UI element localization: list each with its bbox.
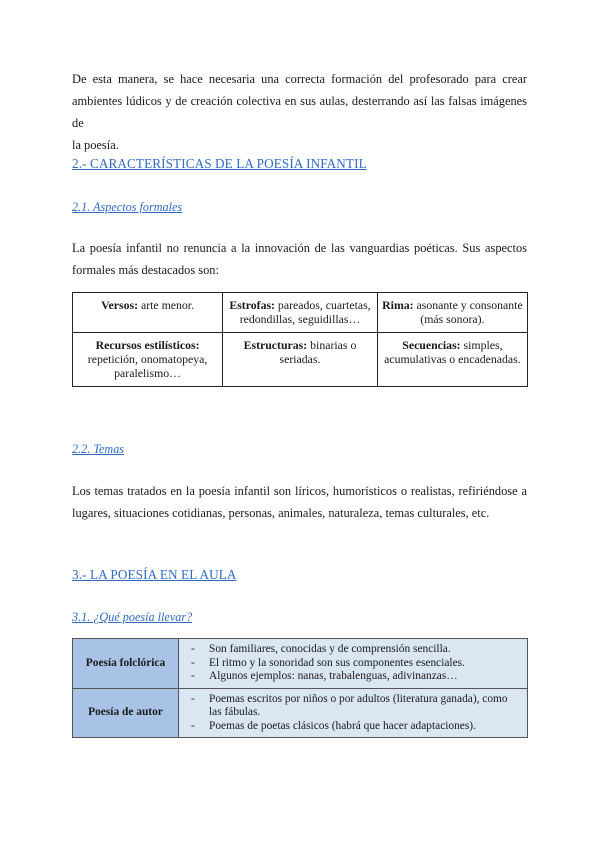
table-cell: [223, 333, 378, 387]
table-row: [73, 688, 528, 738]
table-cell: [377, 293, 527, 333]
row-header: Poesía de autor: [73, 688, 179, 738]
formal-aspects-paragraph: [72, 237, 527, 281]
list-item: - Poemas de poetas clásicos (habrá que hacer adaptaciones).: [189, 720, 519, 734]
list-item: - Son familiares, conocidas y de comprensión sencilla.: [189, 643, 519, 657]
themes-line-2: lugares, situaciones cotidianas, personas, animales, naturaleza, temas culturales, etc.: [72, 506, 490, 520]
section-2-2-heading: 2.2. Temas: [72, 442, 125, 456]
cell-text: repetición, onomatopeya, paralelismo…: [87, 352, 208, 380]
table-cell: [73, 333, 223, 387]
cell-label: Recursos estilísticos:: [95, 338, 200, 352]
row-items: [179, 639, 528, 689]
cell-text: binarias o seriadas.: [279, 338, 357, 366]
formal-aspects-line-1: La poesía infantil no renuncia a la innovación de las vanguardias poéticas. Sus aspectos: [72, 241, 527, 255]
themes-paragraph: [72, 480, 527, 524]
list-item: - Algunos ejemplos: nanas, trabalenguas, adivinanzas…: [189, 670, 519, 684]
section-2-heading: 2.- CARACTERÍSTICAS DE LA POESÍA INFANTIL: [72, 156, 367, 171]
list-item: - Poemas escritos por niños o por adultos (literatura ganada), como las fábulas.: [189, 693, 519, 720]
cell-label: Estrofas:: [229, 298, 275, 312]
list-item: - El ritmo y la sonoridad son sus componentes esenciales.: [189, 657, 519, 671]
intro-line-1: De esta manera, se hace necesaria una correcta formación del profesorado para crear: [72, 72, 527, 86]
cell-text: pareados, cuartetas, redondillas, seguidillas…: [239, 298, 371, 326]
table-cell: [377, 333, 527, 387]
table-row: [73, 639, 528, 689]
formal-aspects-table: [72, 292, 528, 387]
themes-line-1: Los temas tratados en la poesía infantil son líricos, humorísticos o realistas, refiriéndose a: [72, 484, 527, 498]
intro-line-3: la poesía.: [72, 138, 119, 152]
poetry-types-table: [72, 638, 528, 738]
table-cell: [223, 293, 378, 333]
cell-label: Rima:: [382, 298, 414, 312]
cell-label: Estructuras:: [243, 338, 308, 352]
intro-paragraph: [72, 68, 527, 156]
cell-text: arte menor.: [138, 298, 195, 312]
section-3-1-heading: 3.1. ¿Qué poesía llevar?: [72, 610, 193, 624]
section-2-1-heading: 2.1. Aspectos formales: [72, 200, 183, 214]
cell-label: Secuencias:: [402, 338, 461, 352]
intro-line-2: ambientes lúdicos y de creación colectiva en sus aulas, desterrando así las falsas imágenes de: [72, 94, 527, 130]
cell-text: asonante y consonante (más sonora).: [413, 298, 523, 326]
formal-aspects-line-2: formales más destacados son:: [72, 263, 219, 277]
table-row: [73, 293, 528, 333]
row-items: [179, 688, 528, 738]
cell-label: Versos:: [101, 298, 139, 312]
table-cell: [73, 293, 223, 333]
row-header: Poesía folclórica: [73, 639, 179, 689]
table-row: [73, 333, 528, 387]
section-3-heading: 3.- LA POESÍA EN EL AULA: [72, 567, 237, 582]
cell-text: simples, acumulativas o encadenadas.: [384, 338, 521, 366]
